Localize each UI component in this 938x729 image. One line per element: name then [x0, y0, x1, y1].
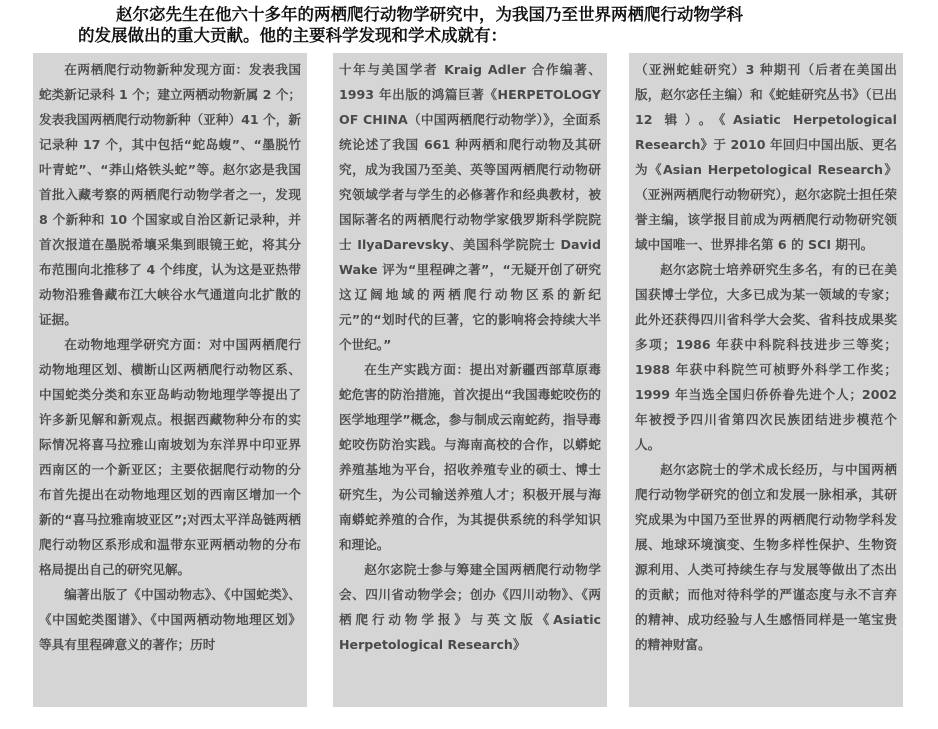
paragraph-new-species: 在两栖爬行动物新种发现方面：发表我国蛇类新记录科 1 个；建立两栖动物新属 2 个；发表我国两栖爬行动物新种（亚种）41 个，新记录种 17 个，其中包括“蛇岛蝮”、“墨脱竹叶青蛇”、“莽山烙铁头蛇”等。赵尔宓是我国首批入藏考察的两栖爬行动物学者之一，发现 8 个新种和 10 个国家或自治区新记录种，并首次报道在墨脱希壤采集到眼镜王蛇，将其分布范围向北推移了 4 个纬度，认为这是亚热带动物沿雅鲁藏布江大峡谷水气通道向北扩散的证据。 — [39, 62, 301, 327]
paragraph-zoogeography: 在动物地理学研究方面：对中国两栖爬行动物地理区划、横断山区两栖爬行动物区系、中国蛇类分类和东亚岛屿动物地理学等提出了许多新见解和新观点。根据西藏物种分布的实际情况将喜马拉雅山南坡划为东洋界中印亚界西南区的一个新亚区；主要依据爬行动物的分布首先提出在动物地理区划的西南区增加一个新的“喜马拉雅南坡亚区”;对西太平洋岛链两栖爬行动物区系形成和温带东亚两栖动物的分布格局提出自己的研究见解。 — [39, 337, 301, 577]
intro-line-2: 的发展做出的重大贡献。他的主要科学发现和学术成就有： — [78, 26, 507, 45]
text-column-3 — [629, 53, 903, 707]
paragraph-herpetology-of-china: 十年与美国学者 Kraig Adler 合作编著、1993 年出版的鸿篇巨著《HERPETOLOGY OF CHINA（中国两栖爬行动物学）》，全面系统论述了我国 661 种两栖和爬行动物及其研究，成为我国乃至美、英等国两栖爬行动物研究领域学者与学生的必修著作和经典教材，被国际著名的两栖爬行动物学家俄罗斯科学院院士 IlyaDarevsky、美国科学院院士 David Wake 评为“里程碑之著”，“无疑开创了研究这辽阔地域的两栖爬行动物区系的新纪元”的“划时代的巨著，它的影响将会持续大半个世纪。” — [339, 62, 601, 352]
paragraph-practice: 在生产实践方面：提出对新疆西部草原毒蛇危害的防治措施，首次提出“我国毒蛇咬伤的医学地理学”概念，参与制成云南蛇药，指导毒蛇咬伤防治实践。与海南高校的合作，以蟒蛇养殖基地为平台，招收养殖专业的硕士、博士研究生，为公司输送养殖人才；积极开展与海南蟒蛇养殖的合作，为其提供系统的科学知识和理论。 — [339, 362, 601, 552]
paragraph-publications: 编著出版了《中国动物志》、《中国蛇类》、《中国蛇类图谱》、《中国两栖动物地理区划》等具有里程碑意义的著作；历时 — [39, 587, 301, 652]
article-intro-heading — [78, 4, 908, 46]
intro-line-1: 赵尔宓先生在他六十多年的两栖爬行动物学研究中，为我国乃至世界两栖爬行动物学科 — [116, 5, 743, 24]
text-column-2 — [333, 53, 607, 707]
paragraph-journal-continuation: （亚洲蛇蛙研究）3 种期刊（后者在美国出版，赵尔宓任主编）和《蛇蛙研究丛书》（已出 12 辑）。《Asiatic Herpetological Research》于 2010 年回归中国出版、更名为《Asian Herpetological Research》（亚洲两栖爬行动物研究），赵尔宓院士担任荣誉主编，该学报目前成为两栖爬行动物研究领域中国唯一、世界排名第 6 的 SCI 期刊。 — [635, 62, 897, 252]
paragraph-societies-journals: 赵尔宓院士参与筹建全国两栖爬行动物学会、四川省动物学会；创办《四川动物》、《两栖爬行动物学报》与英文版《Asiatic Herpetological Research》 — [339, 562, 601, 652]
paragraph-students-awards: 赵尔宓院士培养研究生多名，有的已在美国获博士学位，大多已成为某一领域的专家；此外还获得四川省科学大会奖、省科技成果奖多项；1986 年获中科院科技进步三等奖；1988 年获中科院竺可桢野外科学工作奖；1999 年当选全国归侨侨眷先进个人；2002 年被授予四川省第四次民族团结进步模范个人。 — [635, 262, 897, 452]
text-column-1 — [33, 53, 307, 707]
paragraph-legacy: 赵尔宓院士的学术成长经历，与中国两栖爬行动物学研究的创立和发展一脉相承，其研究成果为中国乃至世界的两栖爬行动物学科发展、地球环境演变、生物多样性保护、生物资源利用、人类可持续生存与发展等做出了杰出的贡献；而他对待科学的严谨态度与永不言弃的精神、成功经验与人生感悟同样是一笔宝贵的精神财富。 — [635, 462, 897, 652]
